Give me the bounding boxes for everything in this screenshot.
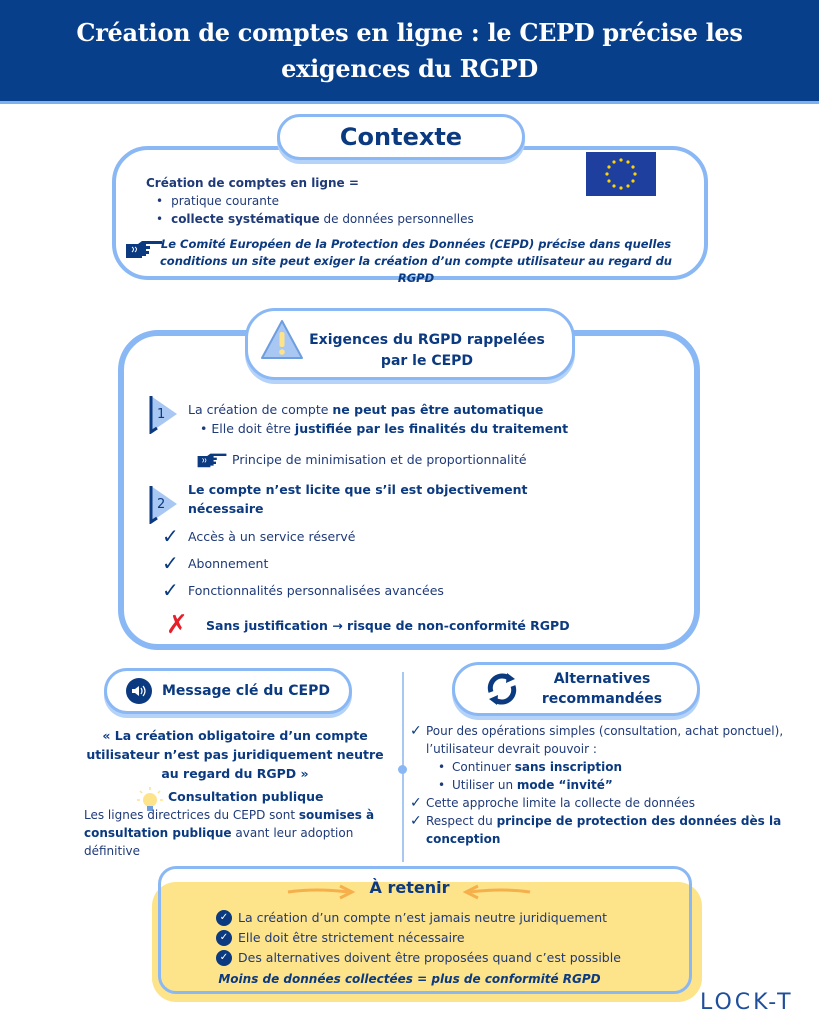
alternative-item-1: ✓ Pour des opérations simples (consultation, achat ponctuel), l’utilisateur devrait pouvoir : — [410, 723, 784, 756]
alternatives-list — [410, 722, 810, 848]
alternative-sub-1: • Continuer sans inscription — [410, 758, 810, 776]
check-circle-icon: ✓ — [216, 910, 232, 926]
context-lead: Création de comptes en ligne = — [146, 176, 359, 190]
check-icon: ✓ — [410, 723, 422, 739]
check-item-2: Abonnement — [188, 556, 269, 571]
warning-triangle-icon — [260, 318, 304, 366]
svg-text:1: 1 — [157, 407, 166, 422]
takeaway-footer: Moins de données collectées = plus de conformité RGPD — [218, 972, 601, 986]
check-icon: ✓ — [162, 578, 179, 602]
alternatives-title: Alternatives recommandées — [541, 671, 663, 707]
takeaway-title: À retenir — [369, 878, 450, 897]
principle-text: Principe de minimisation et de proportionnalité — [232, 452, 527, 467]
page-title: Création de comptes en ligne : le CEPD précise les exigences du RGPD — [76, 17, 743, 83]
takeaway-list — [216, 908, 621, 968]
check-item-3: Fonctionnalités personnalisées avancées — [188, 583, 444, 598]
refresh-cycle-icon — [485, 672, 519, 706]
check-icon: ✓ — [410, 813, 422, 829]
consultation-text: Les lignes directrices du CEPD sont soumises à consultation publique avant leur adoption définitive — [84, 808, 375, 858]
step-2-text: Le compte n’est licite que s’il est objectivement — [188, 482, 528, 497]
step-1-text: La création de compte ne peut pas être automatique — [188, 402, 544, 417]
requirements-title: Exigences du RGPD rappelées par le CEPD — [309, 332, 545, 369]
takeaway-item: ✓ La création d’un compte n’est jamais neutre juridiquement — [216, 908, 621, 928]
step-2-text-2: nécessaire — [188, 501, 264, 516]
context-pill — [277, 114, 525, 160]
non-compliance-warning: Sans justification → risque de non-conformité RGPD — [206, 618, 570, 633]
step-1-sub: • Elle doit être justifiée par les finalités du traitement — [200, 421, 569, 436]
key-message-title: Message clé du CEPD — [162, 683, 330, 699]
svg-text:2: 2 — [157, 497, 166, 512]
consultation-title: Consultation publique — [168, 789, 324, 804]
context-note: Le Comité Européen de la Protection des Données (CEPD) précise dans quelles conditions un site peut exiger la création d’un compte utilisateur au regard du RGPD — [159, 237, 672, 285]
check-icon: ✓ — [162, 524, 179, 548]
context-content — [146, 174, 474, 228]
key-message-pill — [104, 668, 352, 714]
check-icon: ✓ — [410, 795, 422, 811]
context-bullet-2: • collecte systématique de données personnelles — [156, 210, 474, 228]
step-2-badge — [149, 484, 177, 520]
pointing-hand-icon — [196, 451, 228, 473]
check-item-1: Accès à un service réservé — [188, 529, 356, 544]
eu-flag-icon — [586, 152, 656, 196]
alternative-sub-2: • Utiliser un mode “invité” — [410, 776, 810, 794]
alternatives-pill — [452, 662, 700, 716]
cross-icon: ✗ — [166, 610, 188, 640]
context-bullet-1: • pratique courante — [156, 192, 474, 210]
context-title: Contexte — [339, 123, 463, 151]
alternative-item-3: ✓ Respect du principe de protection des données dès la conception — [410, 813, 782, 846]
check-icon: ✓ — [162, 551, 179, 575]
step-1-badge — [149, 394, 177, 430]
check-circle-icon: ✓ — [216, 930, 232, 946]
brand-logo: LOCK-T — [700, 990, 794, 1015]
takeaway-item: ✓ Des alternatives doivent être proposées quand c’est possible — [216, 948, 621, 968]
divider-dot — [398, 765, 407, 774]
alternative-item-2: ✓ Cette approche limite la collecte de données — [410, 795, 695, 811]
key-message-quote: « La création obligatoire d’un compte utilisateur n’est pas juridiquement neutre au regard du RGPD » — [86, 728, 384, 781]
check-circle-icon: ✓ — [216, 950, 232, 966]
page-header — [0, 0, 819, 104]
takeaway-item: ✓ Elle doit être strictement nécessaire — [216, 928, 621, 948]
speaker-icon — [126, 678, 152, 704]
